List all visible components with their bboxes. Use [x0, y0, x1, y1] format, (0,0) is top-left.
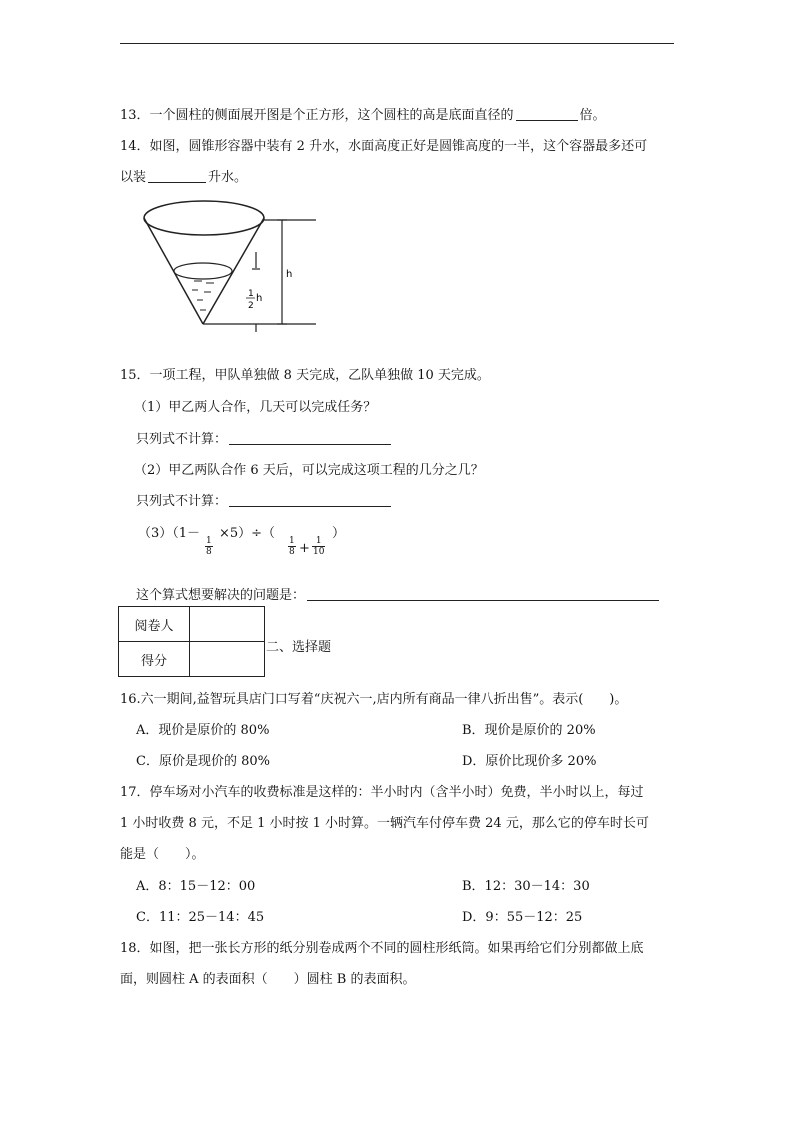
- q14-line1: 14．如图，圆锥形容器中装有 2 升水，水面高度正好是圆锥高度的一半，这个容器最多还可: [120, 139, 648, 154]
- q17-option-a[interactable]: A．8：15－12：00: [136, 879, 256, 894]
- q15-p1-blank[interactable]: [229, 443, 391, 445]
- q16-option-c[interactable]: C．原价是现价的 80%: [136, 754, 270, 769]
- question-13: [120, 104, 606, 123]
- label-h: h: [286, 269, 293, 280]
- q14-line2: [120, 166, 247, 185]
- q13-suffix: 倍。: [579, 108, 606, 123]
- q15-part2: （2）甲乙两队合作 6 天后，可以完成这项工程的几分之几？: [134, 463, 484, 478]
- q15-p2-blank[interactable]: [229, 505, 391, 507]
- q14-prefix: 以装: [120, 170, 147, 185]
- q15-part3-close: ）: [332, 526, 346, 541]
- q17-line3: 能是（ ）。: [120, 847, 205, 862]
- section-title: 二、选择题: [266, 640, 332, 655]
- q14-suffix: 升水。: [208, 170, 248, 185]
- q15-part2-answer: [136, 490, 393, 509]
- fraction-1-10: $\frac{1}{10}$: [313, 536, 325, 557]
- q16-option-b[interactable]: B．现价是原价的 20%: [462, 723, 596, 738]
- fraction-1-8-b: $\frac{1}{8}$: [289, 536, 295, 557]
- q13-blank[interactable]: [516, 119, 578, 121]
- q15-p2-label: 只列式不计算：: [136, 494, 228, 509]
- q15-stem: 15．一项工程，甲队单独做 8 天完成，乙队单独做 10 天完成。: [120, 368, 490, 383]
- q15-part1: （1）甲乙两人合作，几天可以完成任务？: [134, 400, 377, 415]
- grader-cell[interactable]: [190, 607, 265, 642]
- q16-stem: 16.六一期间,益智玩具店门口写着“庆祝六一,店内所有商品一律八折出售”。表示( )。: [120, 692, 628, 707]
- header-rule: [120, 43, 674, 44]
- score-table: [118, 606, 265, 677]
- q18-line1: 18．如图，把一张长方形的纸分别卷成两个不同的圆柱形纸筒。如果再给它们分别都做上底: [120, 941, 644, 956]
- q16-option-d[interactable]: D．原价比现价多 20%: [462, 754, 597, 769]
- score-label: 得分: [119, 642, 190, 677]
- label-half-num: 1: [248, 289, 254, 299]
- q15-part3-prefix: （3）（1－: [138, 526, 201, 541]
- q15-part1-answer: [136, 428, 393, 447]
- q18-line2: 面，则圆柱 A 的表面积（ ）圆柱 B 的表面积。: [120, 972, 416, 987]
- q15-part3-question: [136, 584, 661, 603]
- q15-p3-blank[interactable]: [307, 599, 659, 601]
- plus-sign: +: [299, 541, 310, 556]
- q14-blank[interactable]: [148, 181, 206, 183]
- q13-text: 13．一个圆柱的侧面展开图是个正方形，这个圆柱的高是底面直径的: [120, 108, 514, 123]
- score-cell[interactable]: [190, 642, 265, 677]
- cone-right-edge: [203, 218, 264, 324]
- label-half-h: h: [256, 293, 263, 304]
- cone-top-ellipse: [144, 201, 264, 235]
- q17-option-d[interactable]: D．9：55－12：25: [462, 910, 583, 925]
- q17-option-c[interactable]: C．11：25－14：45: [136, 910, 265, 925]
- fraction-1-8-a: $\frac{1}{8}$: [206, 536, 212, 557]
- cone-figure: [140, 192, 320, 340]
- q15-p1-label: 只列式不计算：: [136, 432, 228, 447]
- q17-line2: 1 小时收费 8 元，不足 1 小时按 1 小时算。一辆汽车付停车费 24 元，那么它的停车时长可: [120, 816, 649, 831]
- q17-line1: 17．停车场对小汽车的收费标准是这样的：半小时内（含半小时）免费，半小时以上，每过: [120, 785, 644, 800]
- q15-p3-label: 这个算式想要解决的问题是：: [136, 588, 306, 603]
- q16-option-a[interactable]: A．现价是原价的 80%: [136, 723, 270, 738]
- water-marks: [192, 281, 214, 310]
- water-surface-ellipse: [174, 263, 232, 279]
- q17-option-b[interactable]: B．12：30－14：30: [462, 879, 590, 894]
- grader-label: 阅卷人: [119, 607, 190, 642]
- label-half-den: 2: [248, 301, 254, 311]
- q15-part3-mid: ×5）÷（: [219, 526, 276, 541]
